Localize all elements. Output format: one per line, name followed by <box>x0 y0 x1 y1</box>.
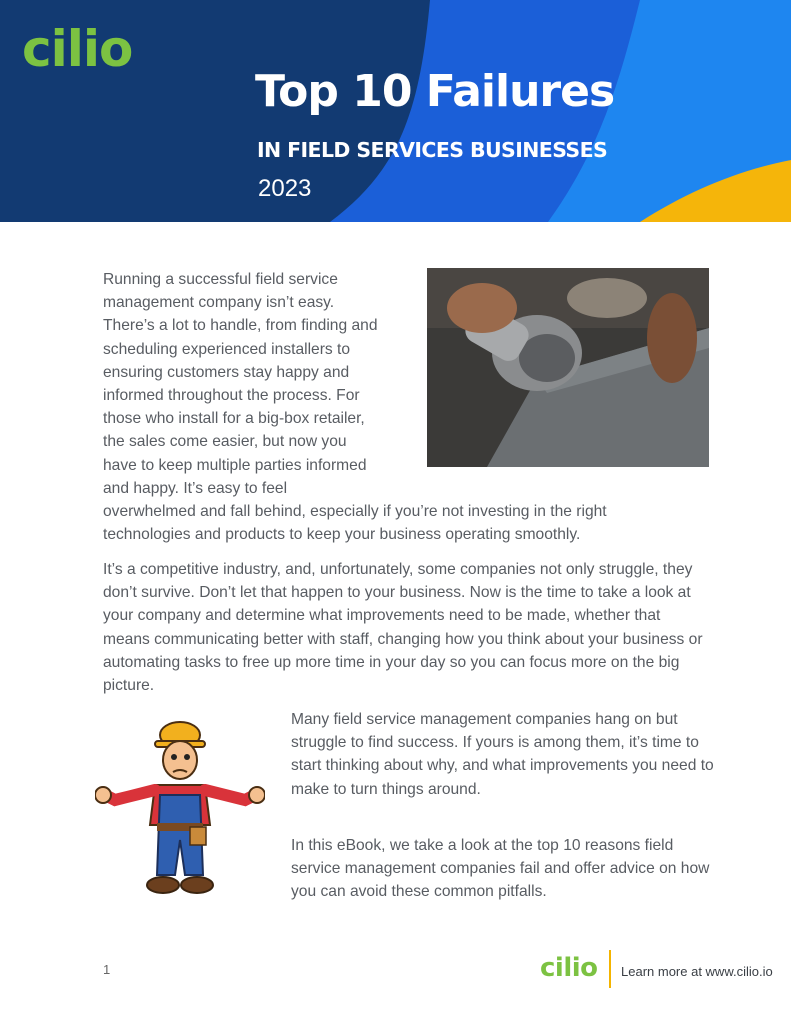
cover-header <box>0 0 791 222</box>
page-subtitle: IN FIELD SERVICES BUSINESSES <box>257 138 608 162</box>
confused-worker-illustration <box>95 715 265 910</box>
angle-grinder-photo <box>427 268 709 467</box>
intro-text: Running a successful field service management company isn’t easy. There’s a lot to handle, from finding and scheduling experienced installers to ensuring customers stay happy and informed throughout the process. For those who install for a big-box retailer, the sales come easier, but now you have to keep multiple parties informed and happy. It’s easy to feel overwhelmed and fall behind, especially if you’re not investing in the right technologies and products to keep your business operating smoothly. <box>103 271 607 544</box>
learn-more-link[interactable]: Learn more at www.cilio.io <box>621 964 773 979</box>
footer-divider <box>609 950 611 988</box>
struggle-paragraph: Many field service management companies hang on but struggle to find success. If yours is among them, it’s time to start thinking about why, and what improvements you need to make to turn things around. <box>291 711 714 798</box>
ebook-paragraph: In this eBook, we take a look at the top 10 reasons field service management companies fail and offer advice on how you can avoid these common pitfalls. <box>291 837 710 901</box>
competitive-paragraph: It’s a competitive industry, and, unfortunately, some companies not only struggle, they don’t survive. Don’t let that happen to your business. Now is the time to take a look at your company and determine what improvements need to be made, whether that means communicating better with staff, changing how you think about your business or automating tasks to free up more time in your day so you can focus more on the big picture. <box>103 561 703 695</box>
year-label: 2023 <box>258 175 312 202</box>
page-title: Top 10 Failures <box>255 66 615 117</box>
cilio-logo: cilio <box>22 20 133 78</box>
page-number: 1 <box>103 962 111 977</box>
footer-cilio-logo: cilio <box>540 953 598 983</box>
